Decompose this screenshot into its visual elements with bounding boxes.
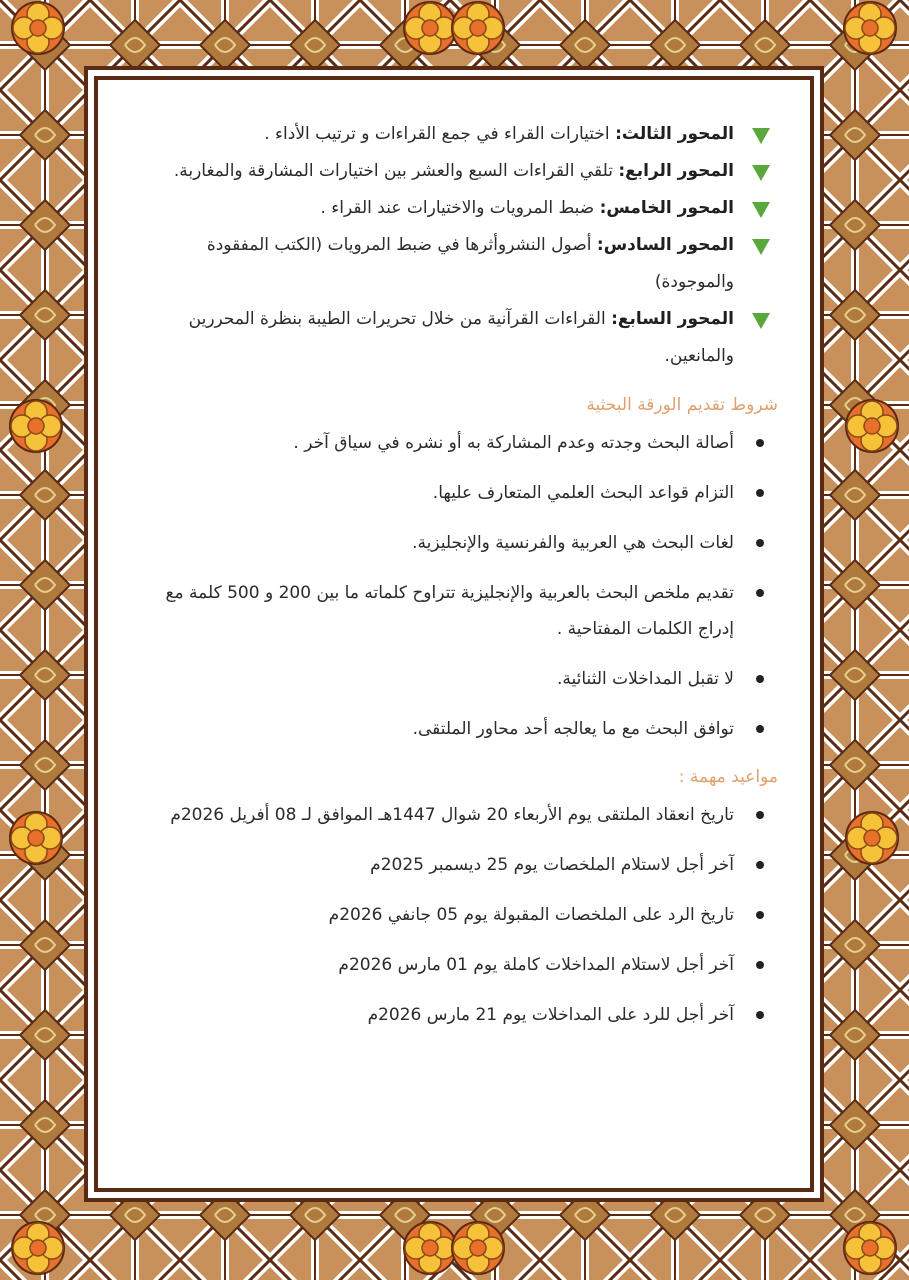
triangle-bullet-icon — [752, 313, 770, 329]
axis-label: المحور الثالث: — [615, 124, 734, 144]
conditions-heading: شروط تقديم الورقة البحثية — [586, 395, 778, 415]
list-item — [128, 711, 778, 747]
bullet-icon — [756, 675, 764, 683]
axis-text: اختيارات القراء في جمع القراءات و ترتيب الأداء . — [264, 124, 610, 144]
dates-heading: مواعيد مهمة : — [678, 767, 778, 787]
list-item — [128, 661, 778, 697]
list-item — [128, 947, 778, 983]
bullet-icon — [756, 1011, 764, 1019]
bullet-icon — [756, 439, 764, 447]
axis-label: المحور الرابع: — [618, 161, 734, 181]
list-item — [128, 475, 778, 511]
axis-text: القراءات القرآنية من خلال تحريرات الطيبة بنظرة المحررين والمانعين. — [188, 309, 734, 366]
condition-text: أصالة البحث وجدته وعدم المشاركة به أو نشره في سياق آخر . — [293, 433, 734, 453]
conditions-list — [128, 425, 778, 747]
date-text: آخر أجل لاستلام المداخلات كاملة يوم 01 مارس 2026م — [338, 955, 734, 975]
date-text: تاريخ انعقاد الملتقى يوم الأربعاء 20 شوال 1447هـ الموافق لـ 08 أفريل 2026م — [170, 805, 734, 825]
bullet-icon — [756, 961, 764, 969]
bullet-icon — [756, 725, 764, 733]
bullet-icon — [756, 489, 764, 497]
list-item — [128, 997, 778, 1033]
condition-text: لغات البحث هي العربية والفرنسية والإنجليزية. — [412, 533, 734, 553]
triangle-bullet-icon — [752, 239, 770, 255]
condition-text: توافق البحث مع ما يعالجه أحد محاور الملتقى. — [412, 719, 734, 739]
list-item — [128, 575, 778, 647]
document-body — [128, 116, 778, 1047]
dates-list — [128, 797, 778, 1033]
condition-text: التزام قواعد البحث العلمي المتعارف عليها. — [432, 483, 734, 503]
bullet-icon — [756, 539, 764, 547]
bullet-icon — [756, 861, 764, 869]
bullet-icon — [756, 911, 764, 919]
axis-label: المحور السادس: — [596, 235, 734, 255]
list-item — [128, 301, 778, 375]
list-item — [128, 190, 778, 227]
list-item — [128, 227, 778, 301]
list-item — [128, 525, 778, 561]
axes-list — [128, 116, 778, 375]
list-item — [128, 153, 778, 190]
bullet-icon — [756, 811, 764, 819]
date-text: آخر أجل للرد على المداخلات يوم 21 مارس 2026م — [367, 1005, 734, 1025]
condition-text: تقديم ملخص البحث بالعربية والإنجليزية تتراوح كلماته ما بين 200 و 500 كلمة مع إدراج الكلمات المفتاحية . — [165, 583, 734, 639]
date-text: تاريخ الرد على الملخصات المقبولة يوم 05 جانفي 2026م — [328, 905, 734, 925]
triangle-bullet-icon — [752, 165, 770, 181]
date-text: آخر أجل لاستلام الملخصات يوم 25 ديسمبر 2025م — [370, 855, 734, 875]
axis-label: المحور الخامس: — [599, 198, 734, 218]
list-item — [128, 116, 778, 153]
axis-text: تلقي القراءات السبع والعشر بين اختيارات المشارقة والمغاربة. — [173, 161, 613, 181]
triangle-bullet-icon — [752, 202, 770, 218]
axis-text: ضبط المرويات والاختيارات عند القراء . — [320, 198, 595, 218]
list-item — [128, 797, 778, 833]
list-item — [128, 897, 778, 933]
triangle-bullet-icon — [752, 128, 770, 144]
condition-text: لا تقبل المداخلات الثنائية. — [557, 669, 734, 689]
axis-label: المحور السابع: — [611, 309, 734, 329]
bullet-icon — [756, 589, 764, 597]
axis-text: أصول النشروأثرها في ضبط المرويات (الكتب المفقودة والموجودة) — [206, 235, 734, 292]
list-item — [128, 425, 778, 461]
page-content — [98, 80, 810, 1188]
list-item — [128, 847, 778, 883]
